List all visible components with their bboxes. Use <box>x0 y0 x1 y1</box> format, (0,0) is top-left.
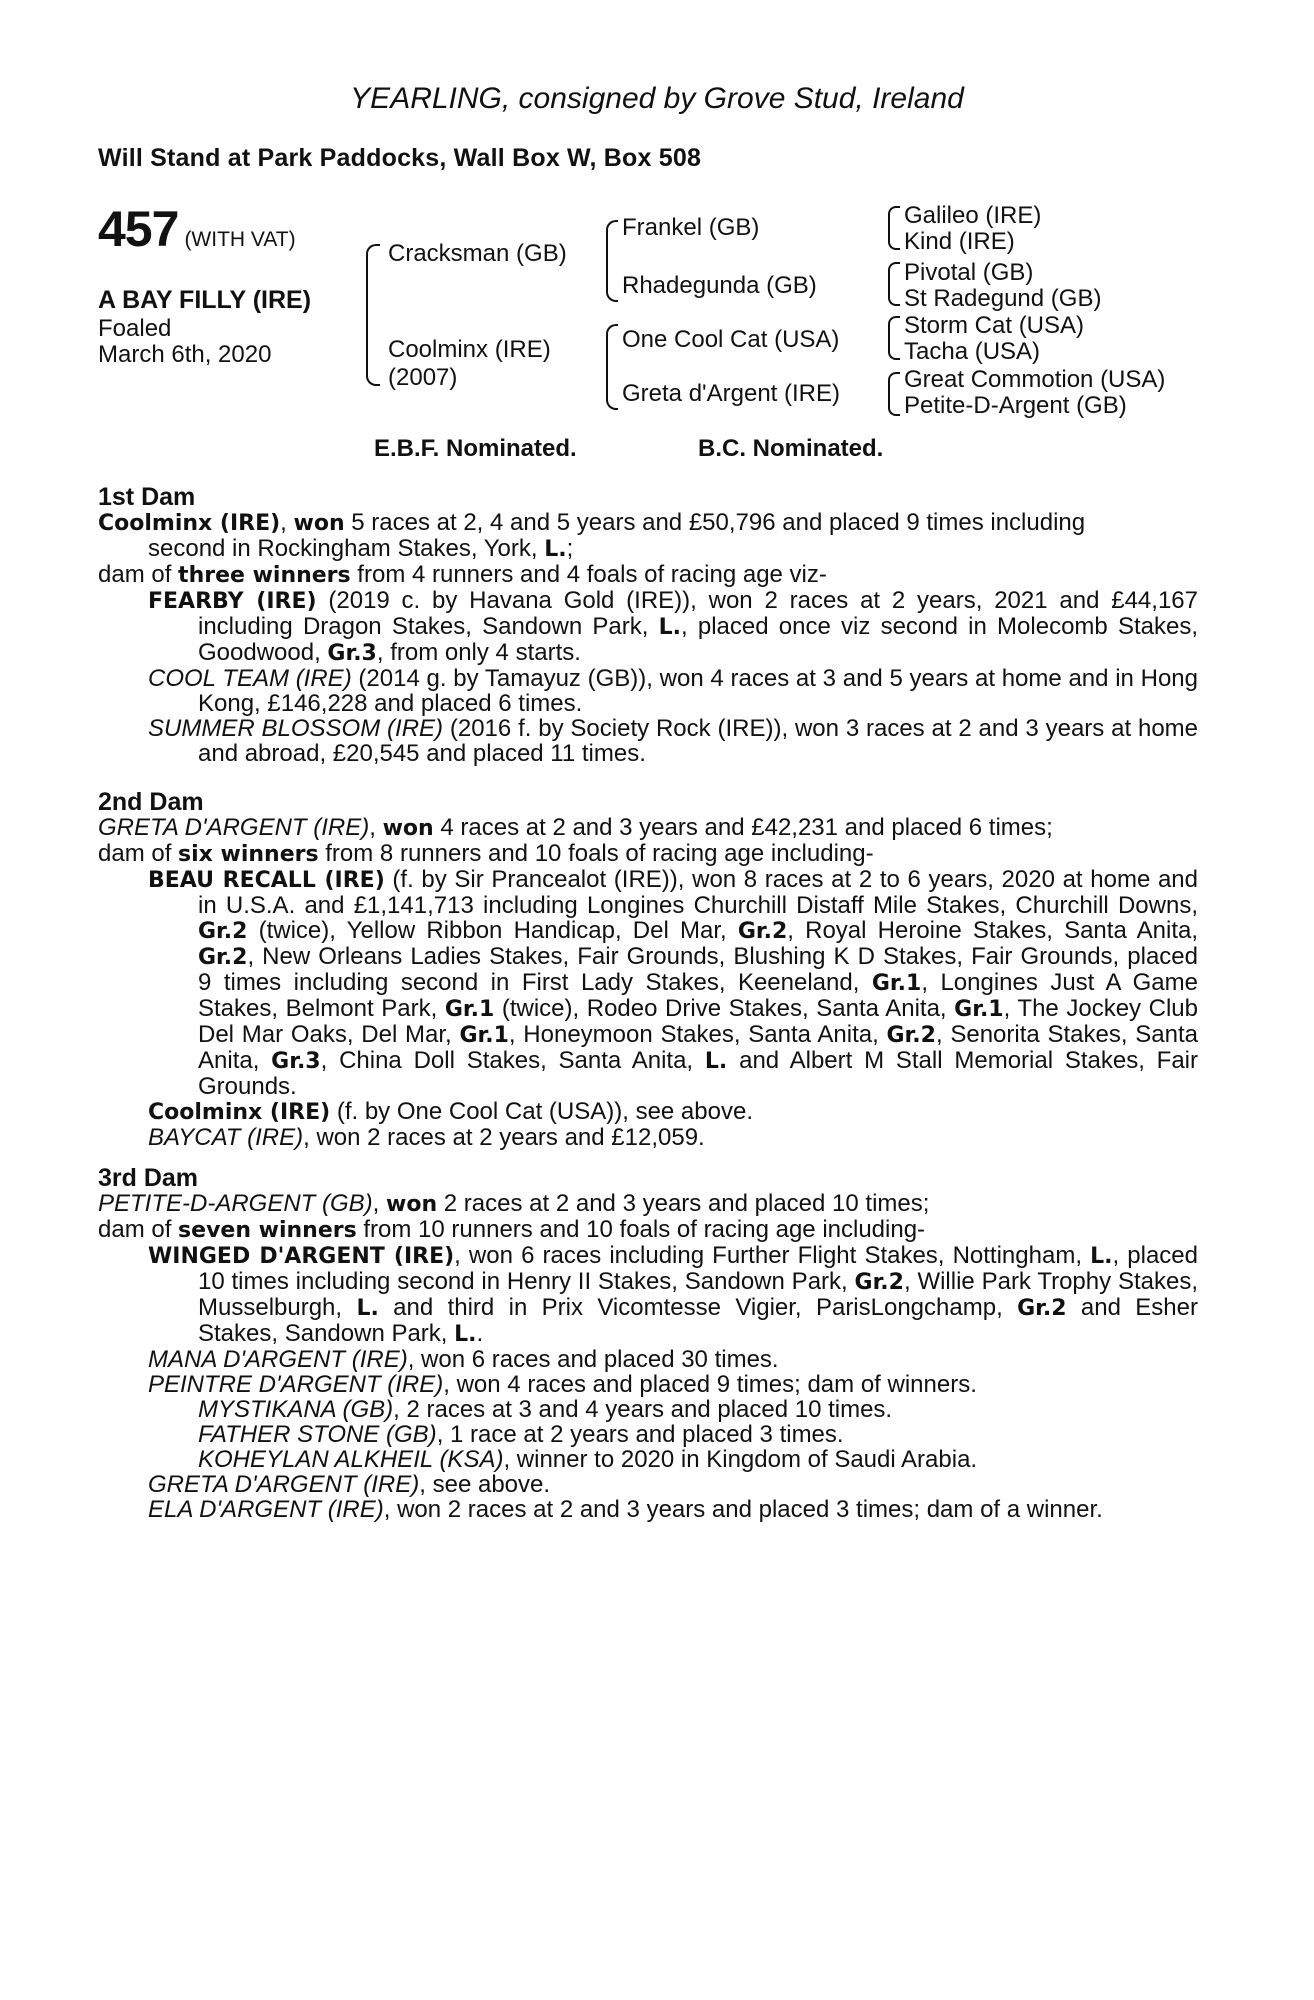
group-label: Gr.1 <box>954 997 1004 1022</box>
page-title: YEARLING, consigned by Grove Stud, Ireland <box>350 82 964 115</box>
group-label: Gr.3 <box>327 641 377 666</box>
won-label: won <box>386 1192 438 1217</box>
text: , Willie Park Trophy Stakes, Musselburgh, <box>198 1268 1198 1321</box>
third-dam-heading: 3rd Dam <box>98 1164 199 1192</box>
bc-nomination: B.C. Nominated. <box>698 435 884 462</box>
progeny-name: BAYCAT (IRE) <box>148 1124 304 1151</box>
first-dam-name: Coolminx (IRE) <box>98 511 281 536</box>
text: , New Orleans Ladies Stakes, Fair Grounds, Blushing K D Stakes, Fair Grounds, placed 9 times including second in First Lady Stakes, Keeneland, <box>198 943 1198 996</box>
progeny-name: WINGED D'ARGENT (IRE) <box>148 1244 455 1269</box>
lot-number-block <box>98 200 296 258</box>
group-label: Gr.2 <box>886 1023 936 1048</box>
first-dam-heading: 1st Dam <box>98 483 196 511</box>
text: (2019 c. by Havana Gold (IRE)), won 2 races at 2 years, 2021 and £44,167 including Dragon Stakes, Sandown Park, <box>198 587 1198 640</box>
second-dam-heading: 2nd Dam <box>98 788 204 816</box>
text: 2 races at 2 and 3 years and placed 10 times; <box>437 1190 930 1217</box>
progeny-entry <box>98 1372 1198 1397</box>
ebf-nomination: E.B.F. Nominated. <box>374 435 577 462</box>
pedigree-sire-dam: Rhadegunda (GB) <box>622 272 817 299</box>
group-label: Gr.1 <box>459 1023 509 1048</box>
horse-name: A BAY FILLY (IRE) <box>98 286 312 314</box>
text: dam of <box>98 561 179 588</box>
third-dam-section: 3rd Dam PETITE-D-ARGENT (GB), won 2 races at 2 and 3 years and placed 10 times; dam of seven winners from 10 runners and 10 foals of racing age including- WINGED D'ARGENT (IRE), won 6 races including Further Flight Stakes, Nottingham, L., placed 10 times including second in Henry II Stakes, Sandown Park, Gr.2, Willie Park Trophy Stakes, Musselburgh, L. and third in Prix Vicomtesse Vigier, ParisLongchamp, Gr.2 and Esher Stakes, Sandown Park, L.. MANA D'ARGENT (IRE), won 6 races and placed 30 times. PEINTRE D'ARGENT (IRE), won 4 races and placed 9 times; dam of winners. MYSTIKANA (GB), 2 races at 3 and 4 years and placed 10 times. FATHER STONE (GB), 1 race at 2 years and placed 3 times. KOHEYLAN ALKHEIL (KSA), winner to 2020 in Kingdom of Saudi Arabia. GRETA D'ARGENT (IRE), see above. ELA D'ARGENT (IRE), won 2 races at 2 and 3 years and placed 3 times; dam of a winner. <box>98 1164 1199 1523</box>
pedigree-brace-2b <box>606 324 618 410</box>
listed-label: L. <box>704 1049 728 1074</box>
text: , placed 10 times including second in Henry II Stakes, Sandown Park, <box>198 1242 1199 1295</box>
text: and Albert M Stall Memorial Stakes, Fair Grounds. <box>198 1047 1199 1100</box>
pedigree-g6: Tacha (USA) <box>904 338 1041 365</box>
progeny-name: PEINTRE D'ARGENT (IRE) <box>148 1371 444 1398</box>
progeny-entry <box>98 867 1198 1099</box>
text: ; <box>566 535 574 562</box>
pedigree-sire-sire: Frankel (GB) <box>622 214 760 241</box>
box-location: Will Stand at Park Paddocks, Wall Box W, Box 508 <box>98 144 702 172</box>
pedigree-dam-dam: Greta d'Argent (IRE) <box>622 380 840 407</box>
pedigree-g8: Petite-D-Argent (GB) <box>904 392 1127 419</box>
text: , Senorita Stakes, Santa Anita, <box>198 1021 1198 1074</box>
pedigree-brace-2a <box>606 220 618 302</box>
text: (2016 f. by Society Rock (IRE)), won 3 races at 2 and 3 years at home and abroad, £20,545 and placed 11 times. <box>198 715 1198 767</box>
winners-count: six winners <box>178 842 319 867</box>
group-label: Gr.3 <box>271 1049 321 1074</box>
pedigree-dam-sire: One Cool Cat (USA) <box>622 326 840 353</box>
text: , won 6 races and placed 30 times. <box>407 1346 779 1373</box>
text: (f. by One Cool Cat (USA)), see above. <box>330 1098 753 1125</box>
pedigree-brace-3d <box>888 372 900 416</box>
progeny-name: MANA D'ARGENT (IRE) <box>148 1346 408 1373</box>
text: (twice), Rodeo Drive Stakes, Santa Anita, <box>494 995 955 1022</box>
text: , placed once viz second in Molecomb Stakes, Goodwood, <box>198 613 1199 666</box>
progeny-entry <box>98 588 1198 666</box>
progeny-name: GRETA D'ARGENT (IRE) <box>148 1471 420 1498</box>
pedigree-g1: Galileo (IRE) <box>904 202 1042 229</box>
grand-progeny-entry <box>98 1397 1198 1422</box>
progeny-name: KOHEYLAN ALKHEIL (KSA) <box>198 1446 504 1473</box>
second-dam-section: 2nd Dam GRETA D'ARGENT (IRE), won 4 races at 2 and 3 years and £42,231 and placed 6 times; dam of six winners from 8 runners and 10 foals of racing age including- BEAU RECALL (IRE) (f. by Sir Prancealot (IRE)), won 8 races at 2 to 6 years, 2020 at home and in U.S.A. and £1,141,713 including Longines Churchill Distaff Mile Stakes, Churchill Downs, Gr.2 (twice), Yellow Ribbon Handicap, Del Mar, Gr.2, Royal Heroine Stakes, Santa Anita, Gr.2, New Orleans Ladies Stakes, Fair Grounds, Blushing K D Stakes, Fair Grounds, placed 9 times including second in First Lady Stakes, Keeneland, Gr.1, Longines Just A Game Stakes, Belmont Park, Gr.1 (twice), Rodeo Drive Stakes, Santa Anita, Gr.1, The Jockey Club Del Mar Oaks, Del Mar, Gr.1, Honeymoon Stakes, Santa Anita, Gr.2, Senorita Stakes, Santa Anita, Gr.3, China Doll Stakes, Santa Anita, L. and Albert M Stall Memorial Stakes, Fair Grounds. Coolminx (IRE) (f. by One Cool Cat (USA)), see above. BAYCAT (IRE), won 2 races at 2 years and £12,059. <box>98 788 1199 1151</box>
text: from 4 runners and 4 foals of racing age viz- <box>350 561 827 588</box>
text: 5 races at 2, 4 and 5 years and £50,796 and placed 9 times including <box>344 509 1086 536</box>
listed-label: L. <box>356 1296 379 1321</box>
text: , China Doll Stakes, Santa Anita, <box>320 1047 705 1074</box>
text: 4 races at 2 and 3 years and £42,231 and placed 6 times; <box>433 814 1053 841</box>
text: and third in Prix Vicomtesse Vigier, ParisLongchamp, <box>378 1294 1018 1321</box>
listed-label: L. <box>544 537 567 562</box>
text: . <box>476 1320 484 1347</box>
pedigree-dam: Coolminx (IRE) <box>388 336 551 363</box>
lot-number: 457 <box>98 201 179 257</box>
foaled-date: March 6th, 2020 <box>98 341 272 368</box>
progeny-name: ELA D'ARGENT (IRE) <box>148 1496 384 1523</box>
listed-label: L. <box>1090 1244 1113 1269</box>
progeny-entry <box>98 1347 1198 1372</box>
first-dam-section: 1st Dam Coolminx (IRE), won 5 races at 2, 4 and 5 years and £50,796 and placed 9 times including second in Rockingham Stakes, York, L.; dam of three winners from 4 runners and 4 foals of racing age viz- FEARBY (IRE) (2019 c. by Havana Gold (IRE)), won 2 races at 2 years, 2021 and £44,167 including Dragon Stakes, Sandown Park, L., placed once viz second in Molecomb Stakes, Goodwood, Gr.3, from only 4 starts. COOL TEAM (IRE) (2014 g. by Tamayuz (GB)), won 4 races at 3 and 5 years at home and in Hong Kong, £146,228 and placed 6 times. SUMMER BLOSSOM (IRE) (2016 f. by Society Rock (IRE)), won 3 races at 2 and 3 years at home and abroad, £20,545 and placed 11 times. <box>98 483 1199 767</box>
progeny-name: MYSTIKANA (GB) <box>198 1396 394 1423</box>
text: , won 2 races at 2 and 3 years and placed 3 times; dam of a winner. <box>383 1496 1103 1523</box>
text: , 2 races at 3 and 4 years and placed 10 times. <box>393 1396 893 1423</box>
third-dam-name: PETITE-D-ARGENT (GB) <box>98 1190 373 1217</box>
text: dam of <box>98 840 179 867</box>
text: dam of <box>98 1216 179 1243</box>
text: second in Rockingham Stakes, York, <box>148 535 545 562</box>
text: , from only 4 starts. <box>376 639 581 666</box>
listed-label: L. <box>658 615 681 640</box>
group-label: Gr.1 <box>444 997 495 1022</box>
pedigree-brace-3a <box>888 206 900 250</box>
listed-label: L. <box>454 1322 477 1347</box>
group-label: Gr.2 <box>737 919 788 944</box>
grand-progeny-entry <box>98 1422 1198 1447</box>
text: , Longines Just A Game Stakes, Belmont Park, <box>198 969 1198 1022</box>
text: , The Jockey Club Del Mar Oaks, Del Mar, <box>198 995 1198 1048</box>
pedigree-brace-3b <box>888 262 900 306</box>
text: (f. by Sir Prancealot (IRE)), won 8 races at 2 to 6 years, 2020 at home and in U.S.A. and £1,141,713 including Longines Churchill Distaff Mile Stakes, Churchill Downs, <box>198 866 1198 919</box>
pedigree-brace-1 <box>366 244 380 386</box>
pedigree-g5: Storm Cat (USA) <box>904 312 1085 339</box>
text: , see above. <box>419 1471 551 1498</box>
text: from 8 runners and 10 foals of racing age including- <box>318 840 874 867</box>
pedigree-sire: Cracksman (GB) <box>388 240 567 267</box>
text: , Honeymoon Stakes, Santa Anita, <box>508 1021 887 1048</box>
progeny-entry <box>98 1497 1198 1522</box>
progeny-name: BEAU RECALL (IRE) <box>148 868 385 893</box>
text: , 1 race at 2 years and placed 3 times. <box>436 1421 844 1448</box>
won-label: won <box>382 816 434 841</box>
progeny-entry <box>98 1243 1198 1347</box>
progeny-name: Coolminx (IRE) <box>148 1100 331 1125</box>
progeny-name: FEARBY (IRE) <box>148 589 317 614</box>
second-dam-name: GRETA D'ARGENT (IRE) <box>98 814 370 841</box>
progeny-name: SUMMER BLOSSOM (IRE) <box>148 715 444 742</box>
text: , won 4 races and placed 9 times; dam of winners. <box>443 1371 977 1398</box>
text: , Royal Heroine Stakes, Santa Anita, <box>787 917 1199 944</box>
won-label: won <box>293 511 345 536</box>
progeny-entry <box>98 716 1198 766</box>
progeny-name: COOL TEAM (IRE) <box>148 665 352 692</box>
grand-progeny-entry <box>98 1447 1198 1472</box>
pedigree-g3: Pivotal (GB) <box>904 259 1034 286</box>
vat-note: (WITH VAT) <box>184 228 296 251</box>
text: from 10 runners and 10 foals of racing age including- <box>356 1216 926 1243</box>
progeny-entry <box>98 1472 1198 1497</box>
progeny-entry <box>98 1099 1198 1125</box>
pedigree-g2: Kind (IRE) <box>904 228 1015 255</box>
group-label: Gr.2 <box>198 919 248 944</box>
text: , winner to 2020 in Kingdom of Saudi Arabia. <box>503 1446 978 1473</box>
progeny-name: FATHER STONE (GB) <box>198 1421 437 1448</box>
text: (twice), Yellow Ribbon Handicap, Del Mar, <box>247 917 738 944</box>
progeny-entry <box>98 666 1198 716</box>
group-label: Gr.2 <box>1017 1296 1067 1321</box>
progeny-entry <box>98 1125 1198 1150</box>
winners-count: three winners <box>178 563 351 588</box>
winners-count: seven winners <box>178 1218 357 1243</box>
pedigree-dam-year: (2007) <box>388 364 458 391</box>
group-label: Gr.2 <box>198 945 248 970</box>
group-label: Gr.2 <box>854 1270 904 1295</box>
text: (2014 g. by Tamayuz (GB)), won 4 races at 3 and 5 years at home and in Hong Kong, £146,228 and placed 6 times. <box>198 665 1199 717</box>
group-label: Gr.1 <box>871 971 922 996</box>
text: , won 6 races including Further Flight Stakes, Nottingham, <box>454 1242 1091 1269</box>
text: and Esher Stakes, Sandown Park, <box>198 1294 1198 1347</box>
pedigree-g7: Great Commotion (USA) <box>904 366 1166 393</box>
foaled-label: Foaled <box>98 315 172 342</box>
pedigree-brace-3c <box>888 316 900 360</box>
pedigree-g4: St Radegund (GB) <box>904 285 1102 312</box>
text: , won 2 races at 2 years and £12,059. <box>303 1124 705 1151</box>
